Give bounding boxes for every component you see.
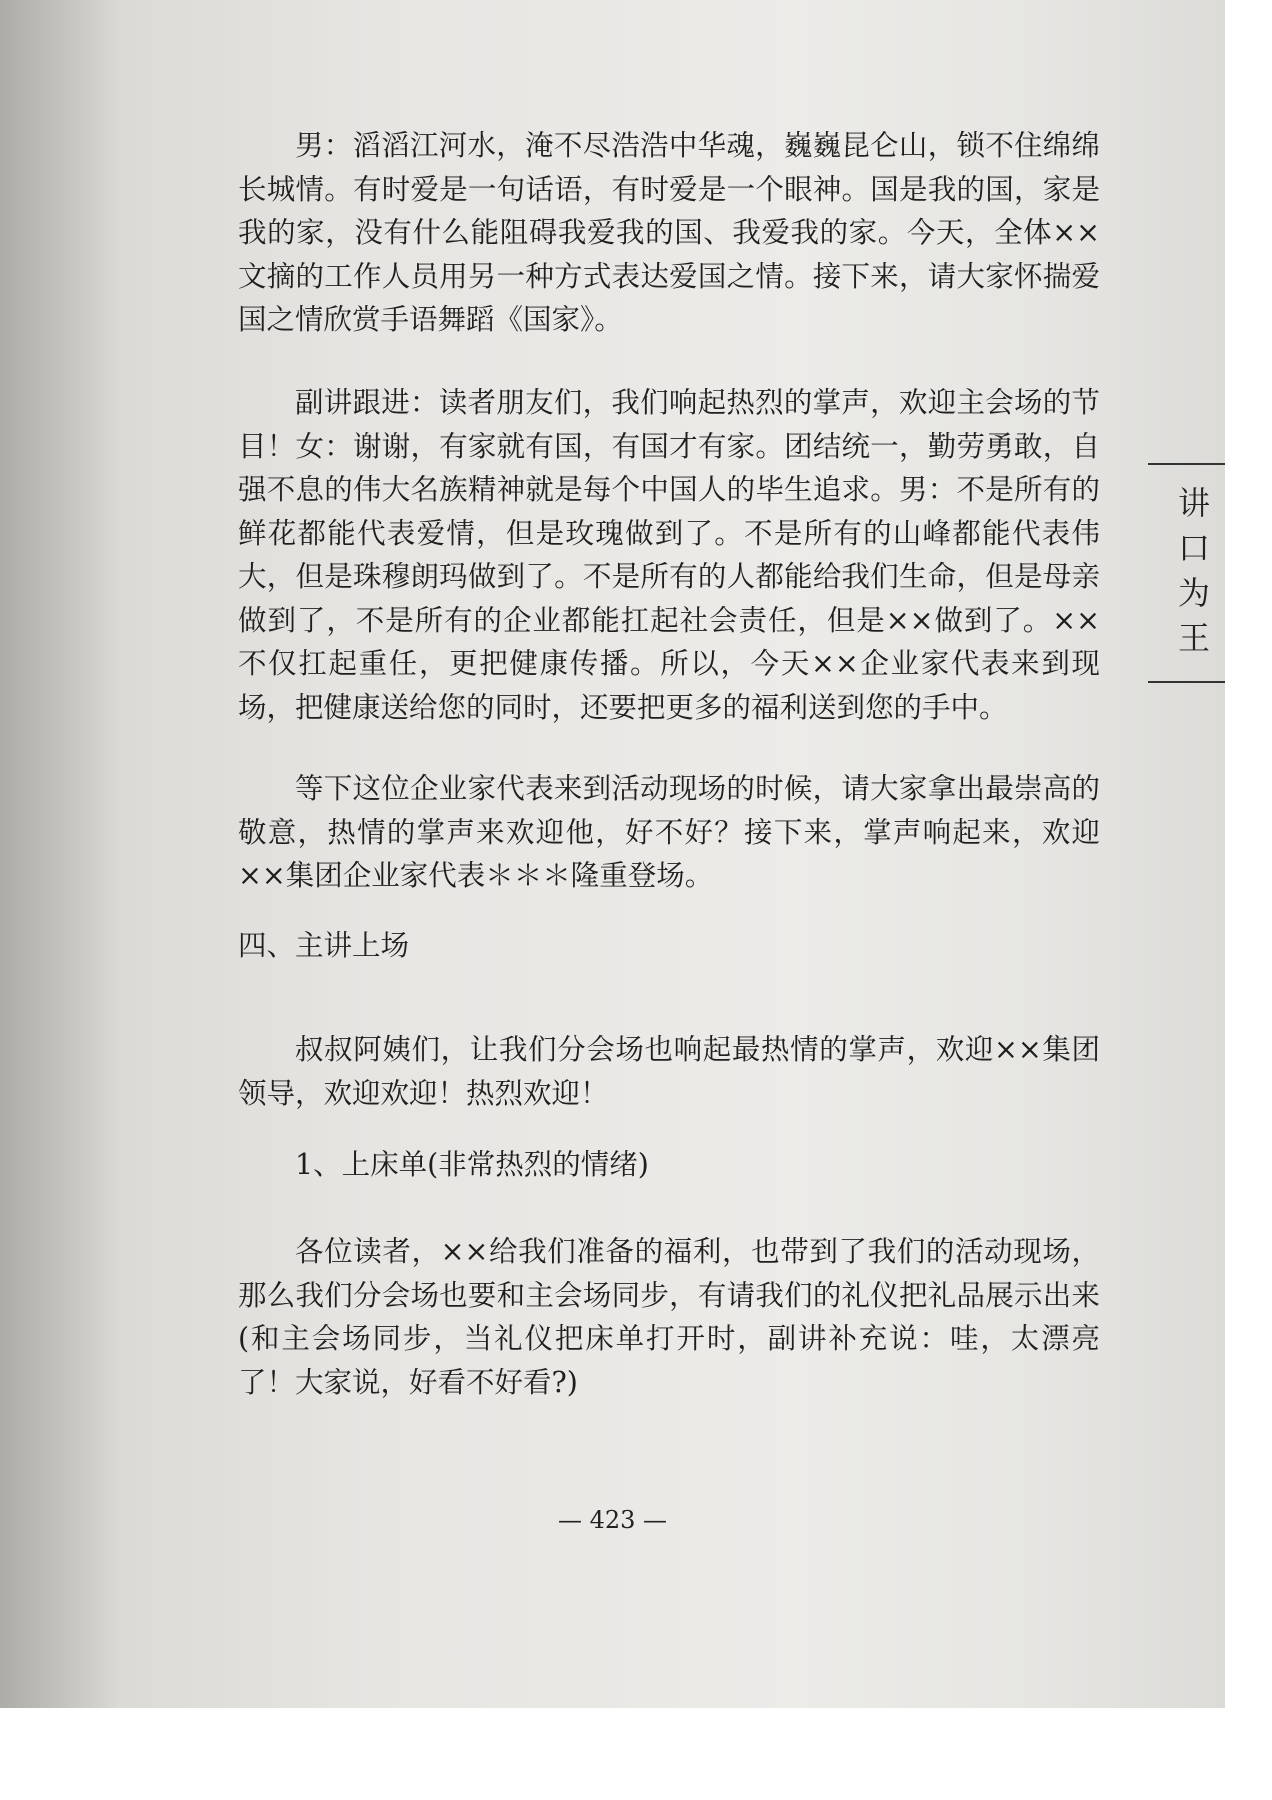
- paragraph-3: 等下这位企业家代表来到活动现场的时候，请大家拿出最崇高的敬意，热情的掌声来欢迎他，好不好？接下来，掌声响起来，欢迎××集团企业家代表＊＊＊隆重登场。: [238, 772, 1100, 892]
- paragraph-2: 副讲跟进：读者朋友们，我们响起热烈的掌声，欢迎主会场的节目！女：谢谢，有家就有国，有国才有家。团结统一，勤劳勇敢，自强不息的伟大名族精神就是每个中国人的毕生追求。男：不是所有的鲜花都能代表爱情，但是玫瑰做到了。不是所有的山峰都能代表伟大，但是珠穆朗玛做到了。不是所有的人都能给我们生命，但是母亲做到了，不是所有的企业都能扛起社会责任，但是××做到了。××不仅扛起重任，更把健康传播。所以，今天××企业家代表来到现场，把健康送给您的同时，还要把更多的福利送到您的手中。: [238, 386, 1100, 724]
- list-item-heading: 1、上床单(非常热烈的情绪): [295, 1148, 649, 1181]
- section-heading: 四、主讲上场: [238, 929, 410, 962]
- chapter-side-tab-label: 讲口为王: [1178, 484, 1211, 657]
- paragraph-5: 各位读者，××给我们准备的福利，也带到了我们的活动现场，那么我们分会场也要和主会场同步，有请我们的礼仪把礼品展示出来(和主会场同步，当礼仪把床单打开时，副讲补充说：哇，太漂亮了！大家说，好看不好看?): [238, 1235, 1100, 1399]
- paragraph-1: 男：滔滔江河水，淹不尽浩浩中华魂，巍巍昆仑山，锁不住绵绵长城情。有时爱是一句话语，有时爱是一个眼神。国是我的国，家是我的家，没有什么能阻碍我爱我的国、我爱我的家。今天，全体××文摘的工作人员用另一种方式表达爱国之情。接下来，请大家怀揣爱国之情欣赏手语舞蹈《国家》。: [238, 129, 1100, 336]
- chapter-side-tab: [1148, 463, 1225, 683]
- page-number: — 423 —: [557, 1506, 668, 1534]
- paragraph-4: 叔叔阿姨们，让我们分会场也响起最热情的掌声，欢迎××集团领导，欢迎欢迎！热烈欢迎！: [238, 1033, 1100, 1110]
